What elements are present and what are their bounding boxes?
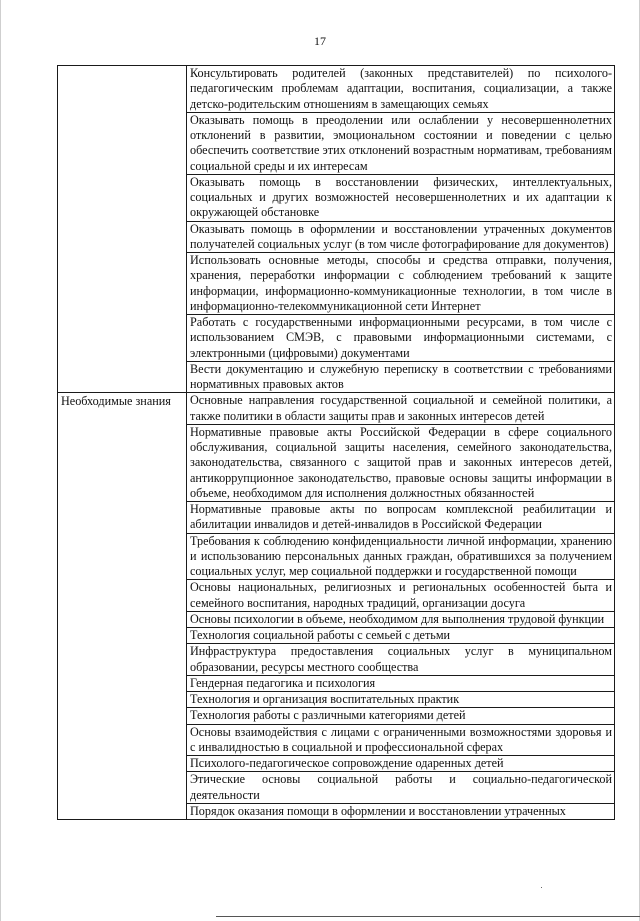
page-bottom-line xyxy=(216,916,640,917)
page-number: 17 xyxy=(314,34,326,48)
section-label-cell xyxy=(58,66,187,393)
table-cell-item: Технология и организация воспитательных практик xyxy=(187,692,615,708)
table-cell-item: Работать с государственными информационными ресурсами, в том числе с использованием СМЭВ, с правовыми информационными системами, с электронными (цифровыми) документами xyxy=(187,315,615,362)
table-cell-item: Основы национальных, религиозных и региональных особенностей быта и семейного воспитания, народных традиций, организации досуга xyxy=(187,580,615,612)
table-cell-item: Основные направления государственной социальной и семейной политики, а также политики в области защиты прав и законных интересов детей xyxy=(187,393,615,425)
table-cell-item: Психолого-педагогическое сопровождение одаренных детей xyxy=(187,756,615,772)
table-row xyxy=(58,66,615,113)
table-cell-item: Оказывать помощь в оформлении и восстановлении утраченных документов получателей социальных услуг (в том числе фотографирование для документов) xyxy=(187,221,615,253)
table-cell-item: Основы взаимодействия с лицами с ограниченными возможностями здоровья и с инвалидностью в социальной и профессиональной сферах xyxy=(187,724,615,756)
section-label-cell xyxy=(58,393,187,820)
section-label xyxy=(61,66,184,67)
table-cell-item: Требования к соблюдению конфиденциальности личной информации, хранению и использованию персональных данных граждан, обратившихся за получением социальных услуг, мер социальной поддержки и государственной помощи xyxy=(187,533,615,580)
scan-edge-left xyxy=(0,0,1,921)
table-cell-item: Технология работы с различными категориями детей xyxy=(187,708,615,724)
competency-table-body xyxy=(58,66,615,820)
table-cell-item: Технология социальной работы с семьей с детьми xyxy=(187,628,615,644)
competency-table xyxy=(57,65,615,820)
table-cell-item: Этические основы социальной работы и социально-педагогической деятельности xyxy=(187,772,615,804)
table-cell-item: Нормативные правовые акты по вопросам комплексной реабилитации и абилитации инвалидов и детей-инвалидов в Российской Федерации xyxy=(187,502,615,534)
table-cell-item: Основы психологии в объеме, необходимом для выполнения трудовой функции xyxy=(187,611,615,627)
table-cell-item: Консультировать родителей (законных представителей) по психолого-педагогическим проблемам адаптации, воспитания, социализации, а также детско-родительским отношениям в замещающих семьях xyxy=(187,66,615,113)
table-cell-item: Оказывать помощь в преодолении или ослаблении у несовершеннолетних отклонений в развитии, эмоциональном состоянии и поведении с целью обеспечить соответствие этих отклонений возрастным нормативам, требованиям социальной среды и их интересам xyxy=(187,112,615,174)
table-cell-item: Гендерная педагогика и психология xyxy=(187,675,615,691)
table-cell-item: Инфраструктура предоставления социальных услуг в муниципальном образовании, ресурсы местного сообщества xyxy=(187,644,615,676)
section-label: Необходимые знания xyxy=(61,394,171,409)
table-cell-item: Вести документацию и служебную переписку в соответствии с требованиями нормативных правовых актов xyxy=(187,361,615,393)
table-cell-item: Использовать основные методы, способы и средства отправки, получения, хранения, переработки информации с соблюдением требований к защите информации, информационно-коммуникационные технологии, в том числе в информационно-телекоммуникационной сети Интернет xyxy=(187,253,615,315)
scan-speck xyxy=(541,887,542,888)
table-cell-item: Нормативные правовые акты Российской Федерации в сфере социального обслуживания, социальной защиты населения, семейного законодательства, законодательства, связанного с защитой прав и законных интересов детей, антикоррупционное законодательство, правовые основы защиты информации в объеме, необходимом для исполнения должностных обязанностей xyxy=(187,424,615,501)
table-row xyxy=(58,393,615,425)
table-cell-item: Порядок оказания помощи в оформлении и восстановлении утраченных xyxy=(187,803,615,819)
table-cell-item: Оказывать помощь в восстановлении физических, интеллектуальных, социальных и других возможностей несовершеннолетних и их адаптации к окружающей обстановке xyxy=(187,174,615,221)
